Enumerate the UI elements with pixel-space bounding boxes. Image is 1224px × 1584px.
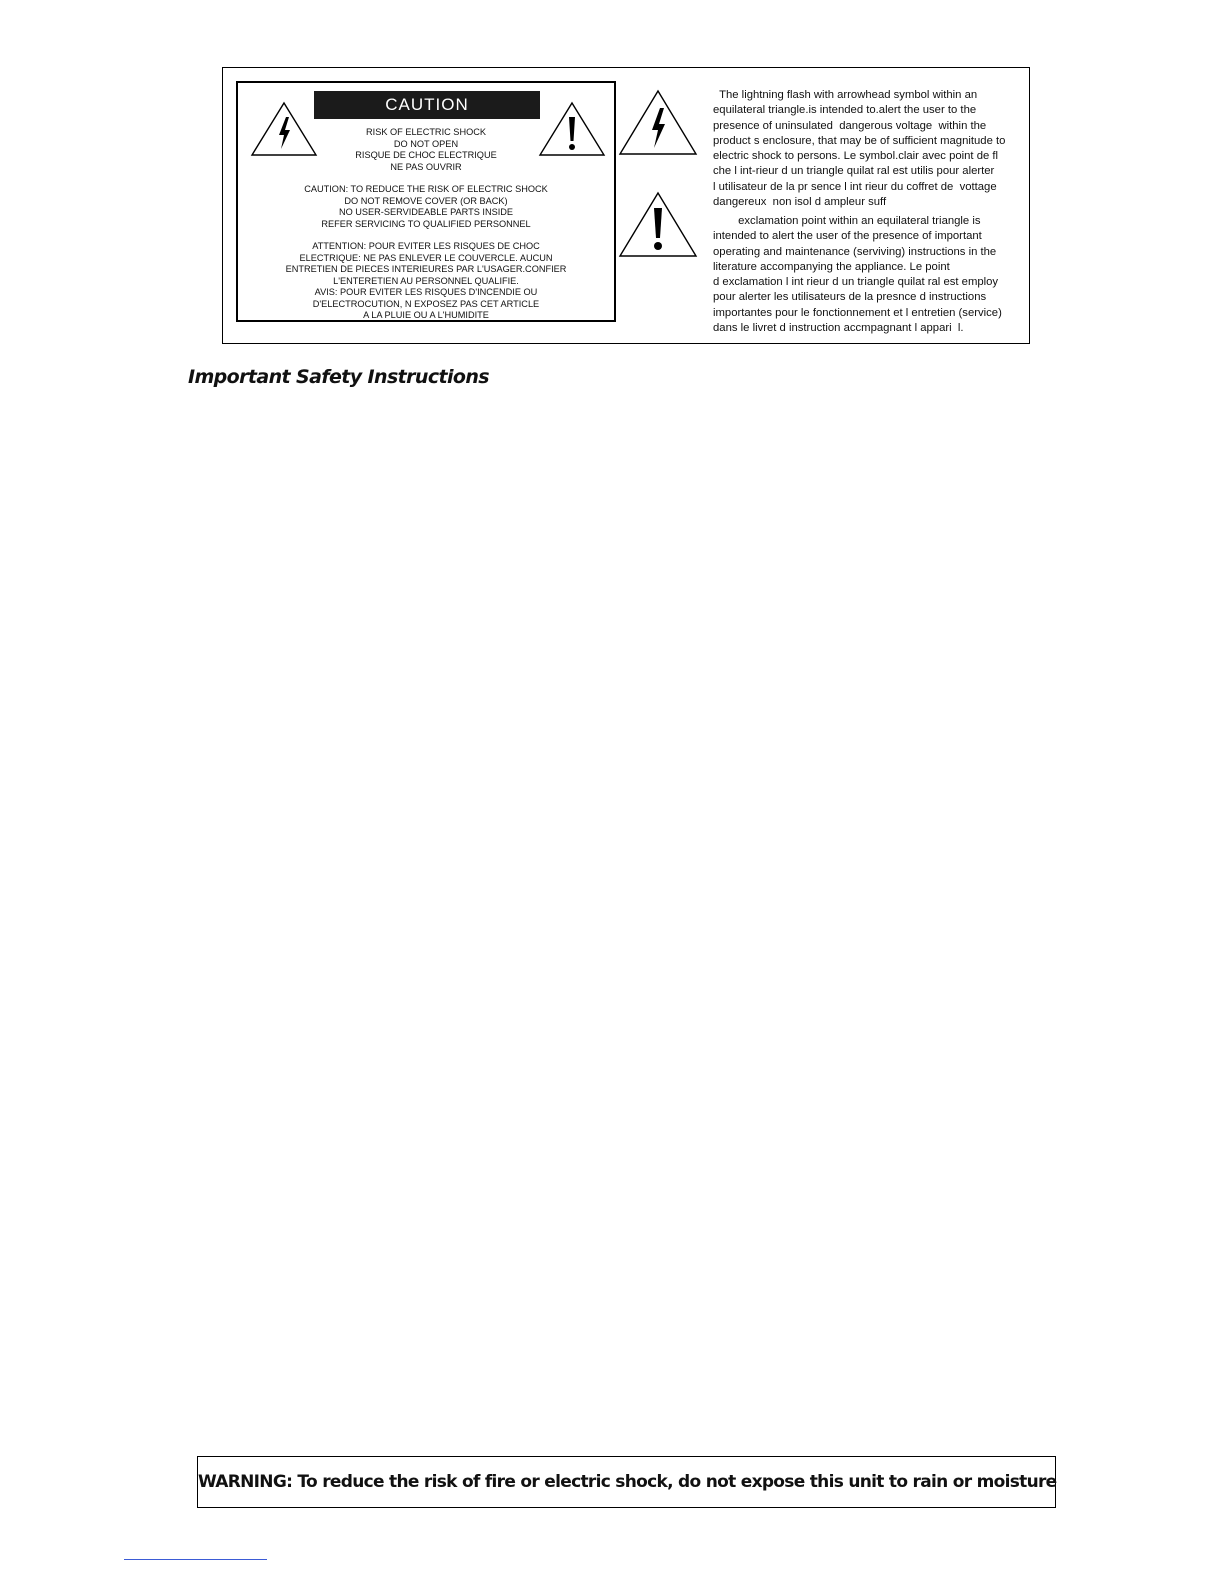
description-line: product s enclosure, that may be of sufficient magnitude to <box>713 134 1006 147</box>
warning-notice: WARNING: To reduce the risk of fire or electric shock, do not expose this unit to rain or moisture <box>197 1456 1056 1508</box>
label-line: A LA PLUIE OU A L'HUMIDITE <box>363 310 489 320</box>
label-line: NE PAS OUVRIR <box>390 161 462 172</box>
description-line: pour alerter les utilisateurs de la presnce d instructions <box>713 291 987 304</box>
label-line: RISQUE DE CHOC ELECTRIQUE <box>355 150 497 160</box>
label-line: D'ELECTROCUTION, N EXPOSEZ PAS CET ARTICLE <box>312 298 540 309</box>
label-line: RISK OF ELECTRIC SHOCK <box>366 127 486 137</box>
description-line: equilateral triangle.is intended to.alert the user to the <box>713 104 977 117</box>
description-line: The lightning flash with arrowhead symbol within an <box>713 89 978 101</box>
footnote-divider <box>124 1559 267 1560</box>
description-line: literature accompanying the appliance. Le point <box>713 260 950 273</box>
label-line: CAUTION: TO REDUCE THE RISK OF ELECTRIC SHOCK <box>304 184 548 194</box>
label-line: ENTRETIEN DE PIECES INTERIEURES PAR L'USAGER.CONFIER <box>285 264 567 274</box>
label-line: L'ENTERETIEN AU PERSONNEL QUALIFIE. <box>333 275 519 286</box>
label-text-block-2 <box>238 184 614 230</box>
label-text-block-3 <box>238 241 614 322</box>
label-line: DO NOT REMOVE COVER (OR BACK) <box>344 195 508 206</box>
exclamation-symbol-icon <box>617 190 699 260</box>
description-line: l utilisateur de la pr sence l int rieur du coffret de vottage <box>713 180 997 193</box>
caution-panel <box>222 67 1030 344</box>
description-line: che l int-rieur d un triangle quilat ral est utilis pour alerter <box>713 165 995 178</box>
description-line: dans le livret d instruction accmpagnant l appari l. <box>713 322 964 335</box>
exclamation-symbol-description <box>713 214 1033 336</box>
section-heading: Important Safety Instructions <box>188 366 489 388</box>
description-line: electric shock to persons. Le symbol.clair avec point de fl <box>713 150 999 163</box>
label-line: REFER SERVICING TO QUALIFIED PERSONNEL <box>321 218 531 229</box>
description-line: importantes pour le fonctionnement et l entretien (service) <box>713 306 1002 319</box>
description-line: exclamation point within an equilateral triangle is <box>713 215 981 227</box>
description-line: presence of uninsulated dangerous voltage within the <box>713 119 987 132</box>
label-line: ATTENTION: POUR EVITER LES RISQUES DE CHOC <box>312 241 540 251</box>
description-line: dangereux non isol d ampleur suff <box>713 196 887 209</box>
label-line: DO NOT OPEN <box>393 138 459 149</box>
label-text-block-1 <box>238 127 614 173</box>
lightning-symbol-description <box>713 88 1033 210</box>
lightning-symbol-icon <box>617 88 699 158</box>
label-line: ELECTRIQUE: NE PAS ENLEVER LE COUVERCLE. AUCUN <box>299 252 553 263</box>
label-line: NO USER-SERVIDEABLE PARTS INSIDE <box>338 207 514 217</box>
caution-label <box>236 81 616 322</box>
caution-header: CAUTION <box>314 91 540 119</box>
label-line: AVIS: POUR EVITER LES RISQUES D'INCENDIE OU <box>314 287 538 297</box>
description-line: intended to alert the user of the presence of important <box>713 230 982 243</box>
description-line: d exclamation l int rieur d un triangle quilat ral est employ <box>713 276 999 289</box>
description-line: operating and maintenance (serviving) instructions in the <box>713 245 997 258</box>
